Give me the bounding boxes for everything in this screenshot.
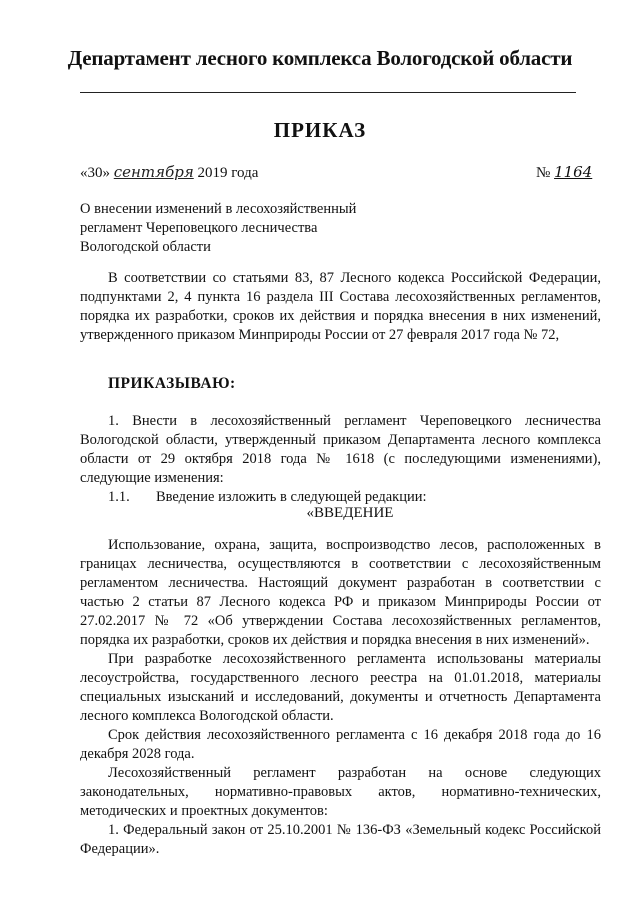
date-day: «30» <box>80 165 110 181</box>
organization-name: Департамент лесного комплекса Вологодской области <box>67 46 573 70</box>
introduction-heading-text: «ВВЕДЕНИЕ <box>306 505 394 521</box>
introduction-paragraph: 1. Федеральный закон от 25.10.2001 № 136-ФЗ «Земельный кодекс Российской Федерации». <box>80 822 601 857</box>
order-heading: ПРИКАЗЫВАЮ: <box>108 375 236 392</box>
introduction-heading <box>0 505 640 522</box>
item-1-1-text: Введение изложить в следующей редакции: <box>156 489 427 505</box>
item-1: 1. Внести в лесохозяйственный регламент Череповецкого лесничества Вологодской области, утвержденный приказом Департамента лесного комплекса области от 29 октября 2018 года № 1618 (с последующими изменениями), следующие изменения: <box>80 413 601 486</box>
item-1-1-number: 1.1. <box>108 489 130 505</box>
header-divider <box>80 92 576 93</box>
introduction-paragraph: Лесохозяйственный регламент разработан на основе следующих законодательных, нормативно-правовых актов, нормативно-технических, методических и проектных документов: <box>80 765 601 819</box>
preamble-block <box>80 269 601 345</box>
introduction-body <box>80 536 601 859</box>
number-label: № <box>536 165 551 181</box>
order-date <box>80 163 258 182</box>
date-year: 2019 года <box>197 165 259 181</box>
introduction-paragraph: Использование, охрана, защита, воспроизводство лесов, расположенных в границах лесничества, осуществляются в соответствии с лесохозяйственным регламентом лесничества. Настоящий документ разработан в соответствии с частью 2 статьи 87 Лесного кодекса РФ и приказом Минприроды России от 27.02.2017 № 72 «Об утверждении Состава лесохозяйственных регламентов, порядка их разработки, сроков их действия и порядка внесения в них изменений». <box>80 537 601 648</box>
order-items <box>80 412 601 507</box>
number-value: 1164 <box>554 163 593 181</box>
preamble-paragraph: В соответствии со статьями 83, 87 Лесного кодекса Российской Федерации, подпунктами 2, 4 пункта 16 раздела III Состава лесохозяйственных регламентов, порядка их разработки, сроков их действия и порядка внесения в них изменений, утвержденного приказом Минприроды России от 27 февраля 2017 года № 72, <box>80 270 601 343</box>
subject-line: О внесении изменений в лесохозяйственный <box>80 201 357 217</box>
subject-line: Вологодской области <box>80 239 211 255</box>
introduction-paragraph: Срок действия лесохозяйственного регламента с 16 декабря 2018 года до 16 декабря 2028 года. <box>80 727 601 762</box>
order-subject <box>80 200 410 257</box>
subject-line: регламент Череповецкого лесничества <box>80 220 318 236</box>
document-title: ПРИКАЗ <box>273 118 367 142</box>
introduction-paragraph: При разработке лесохозяйственного регламента использованы материалы лесоустройства, государственного лесного реестра на 01.01.2018, материалы специальных изысканий и исследований, документы и отчетность Департамента лесного комплекса Вологодской области. <box>80 651 601 724</box>
date-month: сентября <box>113 163 194 181</box>
order-number <box>536 163 592 182</box>
